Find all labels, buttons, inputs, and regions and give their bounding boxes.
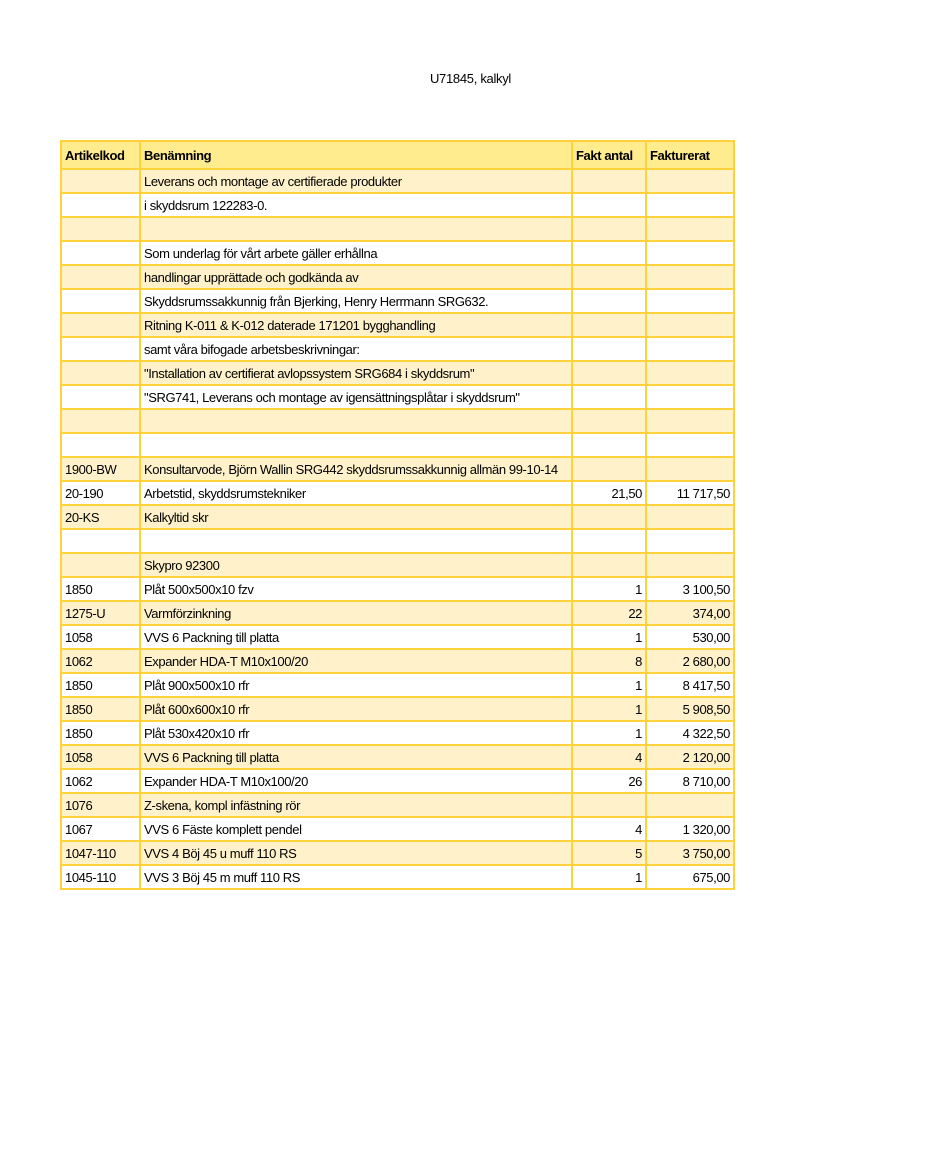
cell-fakt-antal: 1 — [572, 865, 646, 889]
cell-artikelkod: 1850 — [61, 721, 140, 745]
table-row — [61, 577, 734, 601]
header-fakt-antal: Fakt antal — [572, 141, 646, 169]
table-row — [61, 625, 734, 649]
cell-benamning: Konsultarvode, Björn Wallin SRG442 skyddsrumssakkunnig allmän 99-10-14 — [140, 457, 572, 481]
cell-artikelkod: 1047-110 — [61, 841, 140, 865]
cell-benamning: Expander HDA-T M10x100/20 — [140, 769, 572, 793]
cell-fakturerat — [646, 289, 734, 313]
table-row — [61, 553, 734, 577]
cell-artikelkod — [61, 553, 140, 577]
cell-fakturerat: 374,00 — [646, 601, 734, 625]
table-row — [61, 433, 734, 457]
cell-fakturerat: 2 120,00 — [646, 745, 734, 769]
cell-fakturerat — [646, 337, 734, 361]
cell-fakt-antal: 22 — [572, 601, 646, 625]
cell-artikelkod — [61, 433, 140, 457]
cell-artikelkod — [61, 241, 140, 265]
cell-artikelkod: 20-KS — [61, 505, 140, 529]
table-row — [61, 337, 734, 361]
table-row — [61, 721, 734, 745]
table-row — [61, 601, 734, 625]
cell-fakturerat — [646, 361, 734, 385]
cell-benamning: Arbetstid, skyddsrumstekniker — [140, 481, 572, 505]
cell-fakturerat — [646, 505, 734, 529]
cell-benamning: VVS 6 Fäste komplett pendel — [140, 817, 572, 841]
cell-fakturerat — [646, 793, 734, 817]
cell-artikelkod — [61, 313, 140, 337]
table-row — [61, 409, 734, 433]
cell-fakturerat — [646, 169, 734, 193]
cell-fakt-antal: 1 — [572, 673, 646, 697]
cell-benamning: i skyddsrum 122283-0. — [140, 193, 572, 217]
header-artikelkod: Artikelkod — [61, 141, 140, 169]
cell-fakturerat: 3 100,50 — [646, 577, 734, 601]
cell-fakt-antal — [572, 793, 646, 817]
cell-benamning: handlingar upprättade och godkända av — [140, 265, 572, 289]
table-row — [61, 481, 734, 505]
table-row — [61, 817, 734, 841]
cell-fakturerat — [646, 409, 734, 433]
cell-benamning: Z-skena, kompl infästning rör — [140, 793, 572, 817]
table-row — [61, 865, 734, 889]
table-row — [61, 193, 734, 217]
cell-benamning: Skyddsrumssakkunnig från Bjerking, Henry Herrmann SRG632. — [140, 289, 572, 313]
cell-fakturerat — [646, 313, 734, 337]
cell-fakturerat: 11 717,50 — [646, 481, 734, 505]
table-row — [61, 217, 734, 241]
table-row — [61, 529, 734, 553]
table-row — [61, 697, 734, 721]
cell-fakt-antal — [572, 337, 646, 361]
cell-fakturerat — [646, 385, 734, 409]
cell-benamning — [140, 433, 572, 457]
cell-fakturerat: 8 710,00 — [646, 769, 734, 793]
cell-artikelkod — [61, 409, 140, 433]
cell-fakt-antal: 4 — [572, 817, 646, 841]
cell-fakt-antal — [572, 529, 646, 553]
cell-fakt-antal — [572, 553, 646, 577]
cell-benamning — [140, 217, 572, 241]
cell-fakturerat — [646, 265, 734, 289]
cell-benamning: Skypro 92300 — [140, 553, 572, 577]
header-benamning: Benämning — [140, 141, 572, 169]
cell-fakturerat — [646, 553, 734, 577]
table-row — [61, 505, 734, 529]
cell-fakt-antal — [572, 385, 646, 409]
cell-artikelkod: 1850 — [61, 697, 140, 721]
cell-benamning: Expander HDA-T M10x100/20 — [140, 649, 572, 673]
cell-artikelkod: 1058 — [61, 625, 140, 649]
table-body — [61, 169, 734, 889]
cell-artikelkod: 1850 — [61, 673, 140, 697]
cell-artikelkod: 1045-110 — [61, 865, 140, 889]
cell-artikelkod — [61, 361, 140, 385]
cell-artikelkod — [61, 337, 140, 361]
cell-artikelkod — [61, 265, 140, 289]
cell-fakturerat — [646, 217, 734, 241]
cell-artikelkod: 1067 — [61, 817, 140, 841]
cell-fakturerat: 675,00 — [646, 865, 734, 889]
cell-artikelkod: 1900-BW — [61, 457, 140, 481]
cell-fakturerat — [646, 529, 734, 553]
cell-benamning: VVS 4 Böj 45 u muff 110 RS — [140, 841, 572, 865]
cell-benamning — [140, 409, 572, 433]
table-row — [61, 169, 734, 193]
table-row — [61, 745, 734, 769]
table-row — [61, 313, 734, 337]
cell-fakt-antal: 1 — [572, 625, 646, 649]
cell-benamning: Ritning K-011 & K-012 daterade 171201 bygghandling — [140, 313, 572, 337]
cell-benamning: VVS 6 Packning till platta — [140, 625, 572, 649]
table-row — [61, 361, 734, 385]
cell-fakt-antal: 4 — [572, 745, 646, 769]
cell-fakt-antal — [572, 217, 646, 241]
cell-artikelkod — [61, 289, 140, 313]
cell-fakt-antal — [572, 313, 646, 337]
cell-fakt-antal — [572, 265, 646, 289]
page-title: U71845, kalkyl — [429, 71, 512, 86]
cell-fakturerat: 3 750,00 — [646, 841, 734, 865]
cell-artikelkod: 1062 — [61, 649, 140, 673]
cell-fakt-antal: 5 — [572, 841, 646, 865]
cell-fakt-antal: 1 — [572, 721, 646, 745]
cell-artikelkod — [61, 193, 140, 217]
cell-artikelkod: 20-190 — [61, 481, 140, 505]
cell-benamning: Plåt 530x420x10 rfr — [140, 721, 572, 745]
cell-benamning: Plåt 900x500x10 rfr — [140, 673, 572, 697]
cell-benamning: Plåt 500x500x10 fzv — [140, 577, 572, 601]
cell-artikelkod: 1850 — [61, 577, 140, 601]
table-row — [61, 649, 734, 673]
cell-fakturerat — [646, 457, 734, 481]
cell-fakt-antal — [572, 361, 646, 385]
cell-fakt-antal — [572, 169, 646, 193]
cell-benamning: VVS 3 Böj 45 m muff 110 RS — [140, 865, 572, 889]
cell-fakt-antal: 21,50 — [572, 481, 646, 505]
cell-benamning: Leverans och montage av certifierade produkter — [140, 169, 572, 193]
table-row — [61, 457, 734, 481]
table-row — [61, 841, 734, 865]
cell-benamning: Plåt 600x600x10 rfr — [140, 697, 572, 721]
cell-fakt-antal: 1 — [572, 577, 646, 601]
cell-benamning: samt våra bifogade arbetsbeskrivningar: — [140, 337, 572, 361]
cell-artikelkod: 1275-U — [61, 601, 140, 625]
table-row — [61, 289, 734, 313]
cell-benamning — [140, 529, 572, 553]
cell-artikelkod — [61, 529, 140, 553]
cell-fakt-antal — [572, 193, 646, 217]
cell-artikelkod — [61, 217, 140, 241]
kalkyl-table — [60, 140, 735, 890]
cell-fakt-antal: 8 — [572, 649, 646, 673]
cell-fakturerat — [646, 241, 734, 265]
table-row — [61, 673, 734, 697]
cell-benamning: "SRG741, Leverans och montage av igensättningsplåtar i skyddsrum" — [140, 385, 572, 409]
cell-benamning: "Installation av certifierat avlopssystem SRG684 i skyddsrum" — [140, 361, 572, 385]
cell-fakturerat — [646, 433, 734, 457]
cell-fakturerat: 2 680,00 — [646, 649, 734, 673]
cell-artikelkod — [61, 169, 140, 193]
table-row — [61, 769, 734, 793]
cell-fakt-antal — [572, 505, 646, 529]
cell-fakt-antal: 1 — [572, 697, 646, 721]
cell-benamning: Varmförzinkning — [140, 601, 572, 625]
table-row — [61, 265, 734, 289]
cell-fakt-antal — [572, 457, 646, 481]
cell-artikelkod: 1062 — [61, 769, 140, 793]
table-row — [61, 385, 734, 409]
cell-fakt-antal — [572, 289, 646, 313]
table-row — [61, 793, 734, 817]
header-row — [61, 141, 734, 169]
cell-fakt-antal: 26 — [572, 769, 646, 793]
cell-fakturerat: 5 908,50 — [646, 697, 734, 721]
cell-fakturerat: 8 417,50 — [646, 673, 734, 697]
cell-artikelkod — [61, 385, 140, 409]
cell-benamning: Som underlag för vårt arbete gäller erhållna — [140, 241, 572, 265]
header-fakturerat: Fakturerat — [646, 141, 734, 169]
cell-artikelkod: 1058 — [61, 745, 140, 769]
cell-fakturerat: 4 322,50 — [646, 721, 734, 745]
cell-fakt-antal — [572, 433, 646, 457]
cell-artikelkod: 1076 — [61, 793, 140, 817]
cell-benamning: VVS 6 Packning till platta — [140, 745, 572, 769]
cell-fakt-antal — [572, 241, 646, 265]
cell-fakturerat: 530,00 — [646, 625, 734, 649]
table-row — [61, 241, 734, 265]
cell-fakturerat — [646, 193, 734, 217]
cell-fakt-antal — [572, 409, 646, 433]
cell-benamning: Kalkyltid skr — [140, 505, 572, 529]
cell-fakturerat: 1 320,00 — [646, 817, 734, 841]
